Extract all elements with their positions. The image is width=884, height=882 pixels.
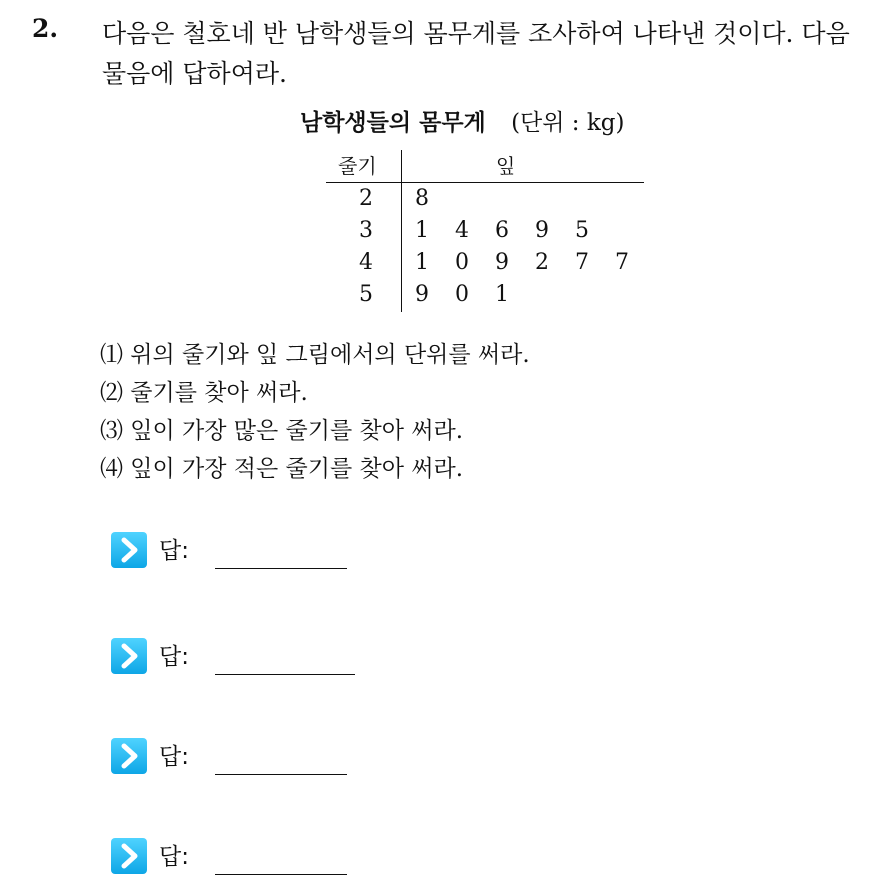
leaf-value: 9 (495, 250, 509, 275)
stem-value: 5 (359, 282, 373, 307)
question-4: ⑷ 잎이 가장 적은 줄기를 찾아 써라. (100, 456, 464, 482)
answer-blank[interactable] (215, 568, 347, 569)
problem-number: 2. (32, 14, 59, 43)
leaf-value: 7 (575, 250, 589, 275)
answer-label: 답: (159, 538, 189, 564)
answer-blank[interactable] (215, 874, 347, 875)
problem-stem: 다음은 철호네 반 남학생들의 몸무게를 조사하여 나타낸 것이다. 다음 물음에 답하여라. (102, 19, 850, 88)
question-1: ⑴ 위의 줄기와 잎 그림에서의 단위를 써라. (100, 342, 530, 368)
chevron-right-icon (111, 638, 147, 674)
leaf-value: 9 (415, 282, 429, 307)
question-2: ⑵ 줄기를 찾아 써라. (100, 380, 308, 406)
stem-header: 줄기 (338, 154, 377, 178)
leaf-value: 0 (455, 282, 469, 307)
answer-label: 답: (159, 644, 189, 670)
leaf-value: 1 (415, 250, 429, 275)
stem-leaf-row (326, 282, 646, 314)
stem-leaf-row (326, 250, 646, 282)
leaf-value: 7 (615, 250, 629, 275)
answer-blank[interactable] (215, 674, 355, 675)
sub-questions (100, 336, 530, 488)
leaf-value: 6 (495, 218, 509, 243)
leaf-value: 2 (535, 250, 549, 275)
leaf-value: 5 (575, 218, 589, 243)
stem-leaf-row (326, 186, 646, 218)
leaf-value: 1 (495, 282, 509, 307)
leaf-value: 8 (415, 186, 429, 211)
table-title: 남학생들의 몸무게 (300, 109, 486, 136)
answer-label: 답: (159, 844, 189, 870)
leaf-value: 1 (415, 218, 429, 243)
chevron-right-icon (111, 532, 147, 568)
stem-leaf-header-divider (326, 182, 644, 183)
answer-label: 답: (159, 744, 189, 770)
leaf-value: 0 (455, 250, 469, 275)
stem-leaf-plot (326, 148, 646, 314)
table-title-block (300, 104, 625, 137)
leaf-value: 9 (535, 218, 549, 243)
stem-value: 3 (359, 218, 373, 243)
chevron-right-icon (111, 738, 147, 774)
leaf-header: 잎 (496, 154, 516, 178)
stem-leaf-row (326, 218, 646, 250)
answer-blank[interactable] (215, 774, 347, 775)
question-3: ⑶ 잎이 가장 많은 줄기를 찾아 써라. (100, 418, 464, 444)
table-unit: (단위 : kg) (511, 110, 625, 136)
stem-value: 2 (359, 186, 373, 211)
chevron-right-icon (111, 838, 147, 874)
stem-value: 4 (359, 250, 373, 275)
leaf-value: 4 (455, 218, 469, 243)
